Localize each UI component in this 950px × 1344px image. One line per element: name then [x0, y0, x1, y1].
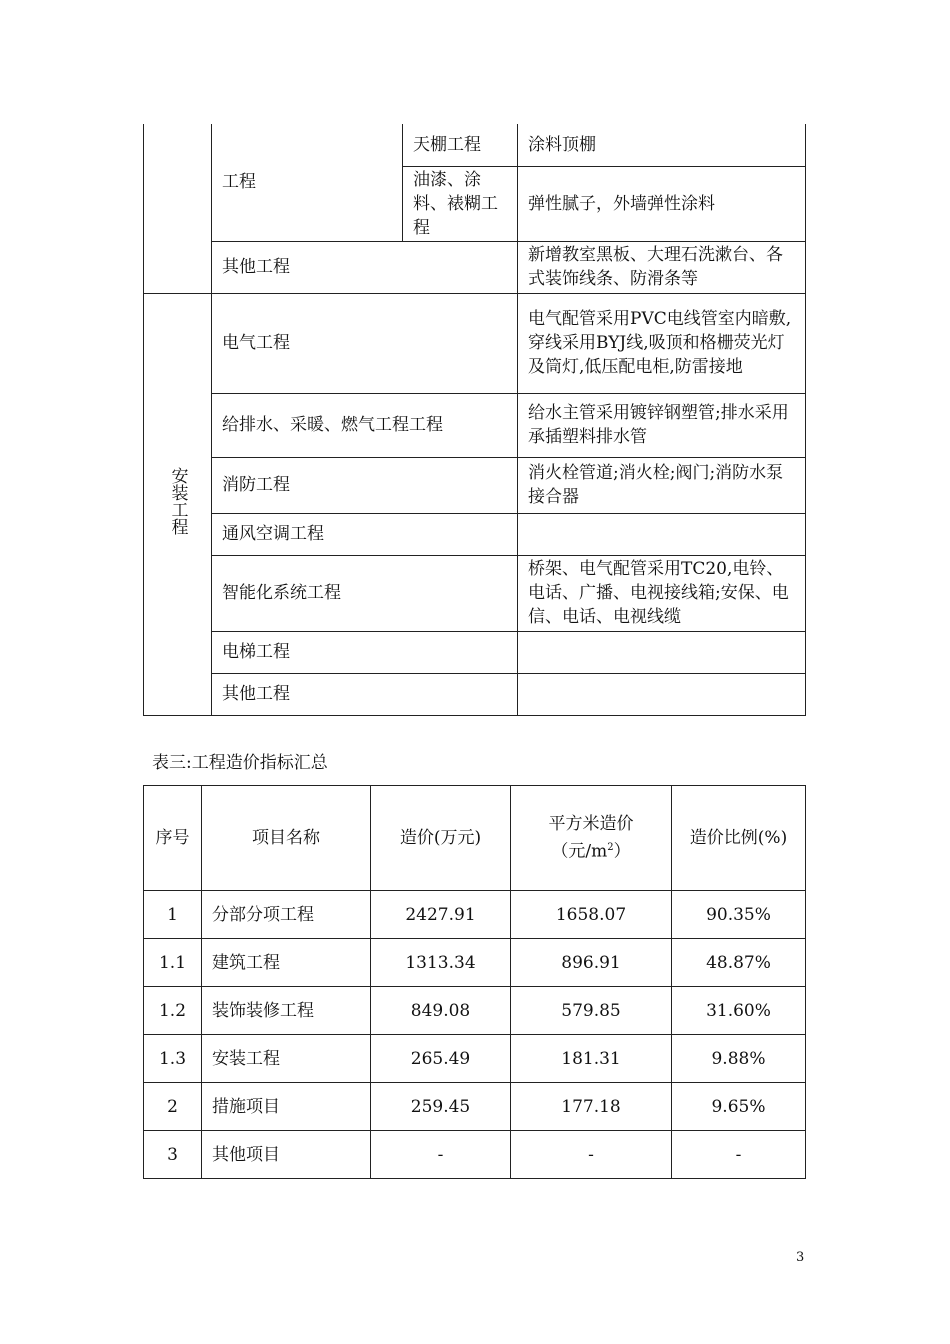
table-row — [144, 891, 806, 939]
header-cost: 造价(万元) — [371, 786, 511, 891]
cell-no: 1 — [144, 891, 202, 939]
header-unit-cost — [511, 786, 672, 891]
cell-no: 1.2 — [144, 987, 202, 1035]
header-ratio: 造价比例(%) — [672, 786, 806, 891]
cell-cost: 259.45 — [371, 1083, 511, 1131]
cell-name: 安装工程 — [202, 1035, 371, 1083]
table-row — [144, 513, 806, 555]
cell-unit-cost: 177.18 — [511, 1083, 672, 1131]
cell-unit-cost: 1658.07 — [511, 891, 672, 939]
row-label: 给排水、采暖、燃气工程工程 — [212, 393, 518, 457]
table-row — [144, 1035, 806, 1083]
cell-cost: 265.49 — [371, 1035, 511, 1083]
table-row — [144, 555, 806, 631]
row-label: 工程 — [212, 124, 403, 241]
sub-item: 天棚工程 — [403, 124, 518, 166]
cell-ratio: 90.35% — [672, 891, 806, 939]
item-desc: 弹性腻子，外墙弹性涂料 — [518, 166, 806, 241]
row-label: 电梯工程 — [212, 631, 518, 673]
item-desc: 消火栓管道;消火栓;阀门;消防水泵接合器 — [518, 457, 806, 513]
cell-ratio: - — [672, 1131, 806, 1179]
row-label: 电气工程 — [212, 293, 518, 393]
cell-unit-cost: 896.91 — [511, 939, 672, 987]
row-label: 消防工程 — [212, 457, 518, 513]
item-desc: 涂料顶棚 — [518, 124, 806, 166]
cell-cost: 2427.91 — [371, 891, 511, 939]
item-desc: 新增教室黑板、大理石洗漱台、各式装饰线条、防滑条等 — [518, 241, 806, 293]
cell-ratio: 9.65% — [672, 1083, 806, 1131]
row-label: 其他工程 — [212, 241, 518, 293]
cell-ratio: 48.87% — [672, 939, 806, 987]
install-section-label: 安装工程 — [144, 293, 212, 715]
table-row — [144, 1083, 806, 1131]
table-row — [144, 457, 806, 513]
cell-cost: - — [371, 1131, 511, 1179]
table-row — [144, 293, 806, 393]
item-desc: 给水主管采用镀锌钢塑管;排水采用承插塑料排水管 — [518, 393, 806, 457]
item-desc — [518, 513, 806, 555]
row-label: 通风空调工程 — [212, 513, 518, 555]
table-row — [144, 241, 806, 293]
table-row — [144, 124, 806, 166]
table-row — [144, 631, 806, 673]
cell-no: 3 — [144, 1131, 202, 1179]
row-label: 其他工程 — [212, 673, 518, 715]
cell-unit-cost: - — [511, 1131, 672, 1179]
cell-no: 1.3 — [144, 1035, 202, 1083]
table-row — [144, 987, 806, 1035]
item-desc — [518, 631, 806, 673]
sub-item: 油漆、涂料、裱糊工程 — [403, 166, 518, 241]
header-no: 序号 — [144, 786, 202, 891]
item-desc — [518, 673, 806, 715]
page-number: 3 — [796, 1250, 805, 1265]
cell-unit-cost: 579.85 — [511, 987, 672, 1035]
table-row — [144, 673, 806, 715]
cell-ratio: 9.88% — [672, 1035, 806, 1083]
cell-name: 建筑工程 — [202, 939, 371, 987]
cell-cost: 1313.34 — [371, 939, 511, 987]
cell-unit-cost: 181.31 — [511, 1035, 672, 1083]
table-row — [144, 939, 806, 987]
header-unit-line2: （元$/m^2$） — [551, 841, 631, 862]
table-row — [144, 393, 806, 457]
table-row — [144, 1131, 806, 1179]
table-caption: 表三:工程造价指标汇总 — [152, 753, 328, 773]
cell-no: 2 — [144, 1083, 202, 1131]
cell-no: 1.1 — [144, 939, 202, 987]
cell-name: 措施项目 — [202, 1083, 371, 1131]
cell-ratio: 31.60% — [672, 987, 806, 1035]
item-desc: 桥架、电气配管采用TC20,电铃、电话、广播、电视接线箱;安保、电信、电话、电视线缆 — [518, 555, 806, 631]
table-header-row — [144, 786, 806, 891]
cell-name: 其他项目 — [202, 1131, 371, 1179]
row-label: 智能化系统工程 — [212, 555, 518, 631]
item-desc: 电气配管采用PVC电线管室内暗敷,穿线采用BYJ线,吸顶和格栅荧光灯及筒灯,低压配电柜,防雷接地 — [518, 293, 806, 393]
header-name: 项目名称 — [202, 786, 371, 891]
cell-name: 装饰装修工程 — [202, 987, 371, 1035]
section-cell-continued — [144, 124, 212, 293]
cost-summary-table — [143, 785, 806, 1179]
cell-cost: 849.08 — [371, 987, 511, 1035]
construction-content-table — [143, 124, 806, 716]
cell-name: 分部分项工程 — [202, 891, 371, 939]
header-unit-line1: 平方米造价 — [548, 814, 634, 835]
